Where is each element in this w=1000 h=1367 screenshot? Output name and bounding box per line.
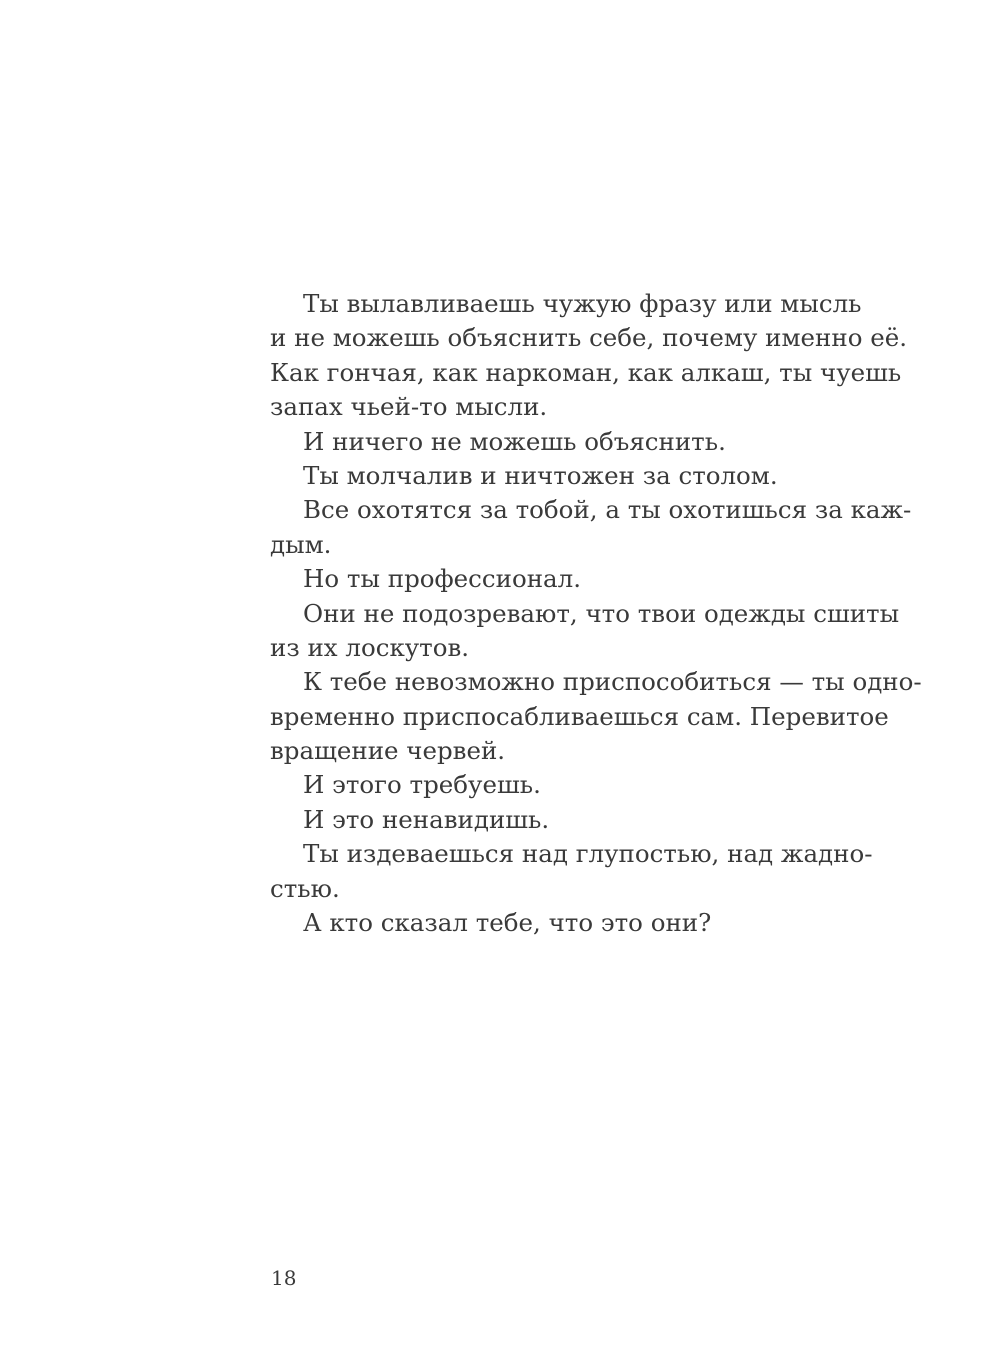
text-line: А кто сказал тебе, что это они? [303,908,712,938]
text-line: К тебе невозможно приспособиться — ты одно- [303,667,922,697]
text-line: временно приспосабливаешься сам. Перевитое [270,701,889,731]
page-number: 18 [271,1266,297,1290]
text-line: И это ненавидишь. [303,804,550,834]
text-line: Они не подозревают, что твои одежды сшиты [303,598,900,628]
text-line: Как гончая, как наркоман, как алкаш, ты чуешь [270,357,902,387]
text-line: и не можешь объяснить себе, почему именно её. [270,323,908,353]
text-line: из их лоскутов. [270,632,470,662]
text-line: Но ты профессионал. [303,564,581,594]
text-line: Все охотятся за тобой, а ты охотишься за каж- [303,495,912,525]
text-line: стью. [270,873,340,903]
body-text [270,287,922,940]
text-line: Ты вылавливаешь чужую фразу или мысль [303,289,862,318]
text-line: Ты издеваешься над глупостью, над жадно- [303,839,873,869]
text-line: И этого требуешь. [303,770,541,800]
text-line: вращение червей. [270,736,506,766]
text-line: дым. [270,529,332,559]
text-line: Ты молчалив и ничтожен за столом. [303,460,778,490]
text-line: запах чьей-то мысли. [270,392,548,422]
text-line: И ничего не можешь объяснить. [303,426,726,456]
